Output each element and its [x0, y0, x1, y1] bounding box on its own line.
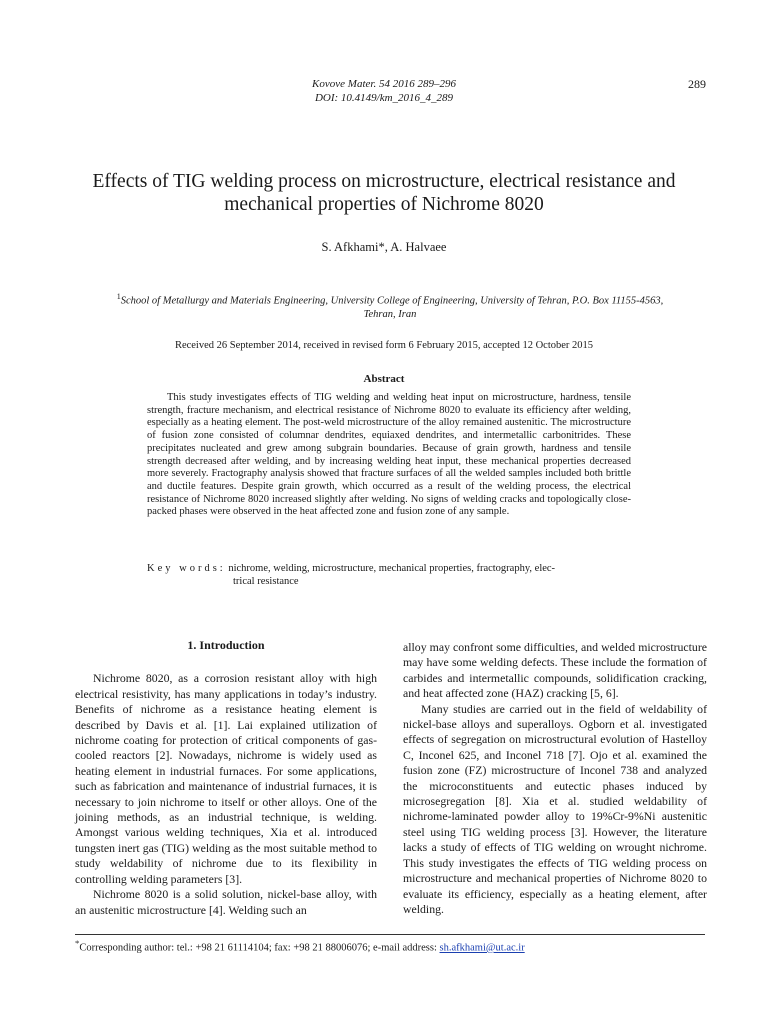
- section-heading-introduction: 1. Introduction: [187, 638, 265, 652]
- intro-paragraph-4: Many studies are carried out in the field of weldability of nickel-base alloys and superalloys. Ogborn et al. investigated effects of segregation on microstructural evolution of Hastelloy C, Inconel 625, and Inconel 718 [7]. Ojo et al. examined the fusion zone (FZ) microstructure of Inconel 738 and analyzed the microconstituents and eutectic phases induced by microsegregation [8]. Xia et al. studied weldability of nichrome-laminated powder alloy to 19%Cr-9%Ni austenitic steel using TIG welding process [3]. However, the literature lacks a study of effects of TIG welding on wrought nichrome. This study investigates the effects of TIG welding process on microstructure and mechanical properties of Nichrome 8020 to evaluate its efficiency, especially as a heating element, after welding.: [403, 701, 707, 916]
- footnote-mark: *: [75, 938, 80, 948]
- affiliation-text: School of Metallurgy and Materials Engineering, University College of Engineering, University of Tehran, P.O. Box 11155-4563, Tehran, Iran: [120, 295, 664, 320]
- article-title: Effects of TIG welding process on microstructure, electrical resistance and mechanical properties of Nichrome 8020: [92, 171, 676, 215]
- page-number: 289: [688, 77, 706, 91]
- affiliation: [100, 290, 680, 321]
- received-dates: Received 26 September 2014, received in revised form 6 February 2015, accepted 12 October 2015: [174, 340, 594, 351]
- left-column: [75, 638, 377, 918]
- journal-citation: Kovove Mater. 54 2016 289–296: [312, 78, 456, 90]
- footnote-text: Corresponding author: tel.: +98 21 61114104; fax: +98 21 88006076; e-mail address:: [79, 942, 440, 954]
- keywords-text: nichrome, welding, microstructure, mechanical properties, fractography, elec-: [228, 563, 556, 574]
- author-list: S. Afkhami*, A. Halvaee: [321, 240, 447, 254]
- affiliation-mark: 1: [116, 292, 121, 301]
- right-column: [403, 640, 707, 917]
- abstract-text: This study investigates effects of TIG welding and welding heat input on microstructure, hardness, tensile strength, fracture mechanism, and electrical resistance of Nichrome 8020 to evaluate its efficiency after welding, especially as a heating element. The post-weld microstructure of the alloy remained austenitic. The microstructure of fusion zone consisted of columnar dendrites, equiaxed dendrites, and intermetallic carbonitrides. These precipitates nucleated and grew among subgrain boundaries. Because of grain growth, hardness and tensile strength decreased after welding, and by increasing welding heat input, these mechanical properties decreased more severely. Fractography analysis showed that fracture surfaces of all the welded samples included both brittle and ductile features. Despite grain growth, which occurred as a result of the welding process, the electrical resistance of Nichrome 8020 increased slightly after welding. No signs of welding cracks and topologically close-packed phases were observed in the heat affected zone and fusion zone of any sample.: [147, 392, 631, 518]
- keywords: [147, 562, 631, 588]
- footnote: [75, 937, 715, 955]
- keywords-text-cont: trical resistance: [233, 576, 299, 587]
- intro-paragraph-1: Nichrome 8020, as a corrosion resistant alloy with high electrical resistivity, has many applications in today’s industry. Benefits of nichrome as a resistance heating element is described by Davis et al. [1]. Lai explained utilization of nichrome coating for protection of critical components of gas-cooled reactors [2]. Nowadays, nichrome is widely used as heating element in industrial furnaces. For some applications, such as fabrication and maintenance of industrial furnaces, it is necessary to join nichrome to itself or other alloys. One of the joining methods, as an industrial technique, is welding. Amongst various welding techniques, Xia et al. introduced tungsten inert gas (TIG) welding as the most suitable method to study weldability of nichrome due to its flexibility in controlling welding parameters [3].: [75, 671, 377, 886]
- footnote-divider: [75, 934, 705, 935]
- intro-paragraph-2: Nichrome 8020 is a solid solution, nickel-base alloy, with an austenitic microstructure [4]. Welding such an: [75, 887, 377, 917]
- journal-header: [0, 77, 768, 105]
- keywords-label: Key words:: [147, 563, 226, 574]
- corresponding-email-link[interactable]: sh.afkhami@ut.ac.ir: [439, 942, 525, 954]
- intro-paragraph-3: alloy may confront some difficulties, and welded microstructure may have some welding defects. These include the formation of carbides and intermetallic compounds, solidification cracking, and heat affected zone (HAZ) cracking [5, 6].: [403, 640, 707, 701]
- abstract-heading: Abstract: [363, 373, 405, 385]
- doi-line: DOI: 10.4149/km_2016_4_289: [314, 92, 454, 104]
